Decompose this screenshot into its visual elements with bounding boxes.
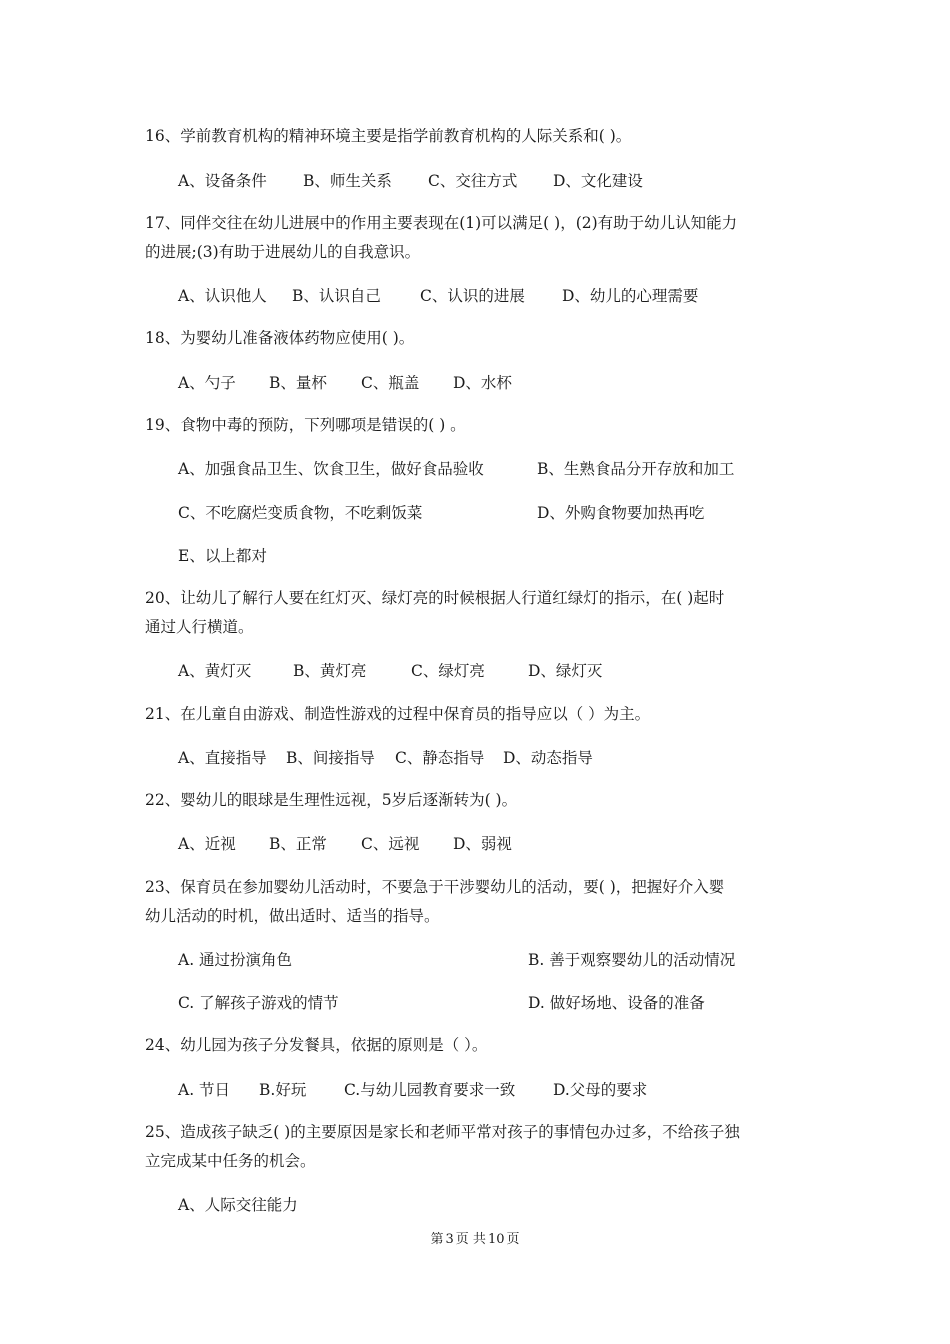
footer-total-pages: 10: [487, 1232, 505, 1247]
q22-option-a: A、近视: [178, 835, 236, 853]
q25-option-a: A、人际交往能力: [178, 1196, 298, 1214]
q21-option-d: D、动态指导: [503, 749, 593, 767]
q23-option-b: B. 善于观察婴幼儿的活动情况: [528, 951, 736, 969]
question-20-stem-line2: 通过人行横道。: [145, 618, 254, 636]
question-19-stem: 19、食物中毒的预防，下列哪项是错误的( ) 。: [145, 416, 466, 434]
q17-option-b: B、认识自己: [292, 287, 381, 305]
q18-option-b: B、量杯: [269, 374, 327, 392]
q18-option-d: D、水杯: [453, 374, 512, 392]
q18-option-a: A、勺子: [178, 374, 236, 392]
q19-option-e: E、以上都对: [178, 547, 267, 565]
q21-option-b: B、间接指导: [286, 749, 375, 767]
question-17-stem-line2: 的进展;(3)有助于进展幼儿的自我意识。: [145, 243, 421, 261]
q20-option-c: C、绿灯亮: [411, 662, 485, 680]
question-22-stem: 22、婴幼儿的眼球是生理性远视，5岁后逐渐转为( )。: [145, 791, 518, 809]
question-20-stem-line1: 20、让幼儿了解行人要在红灯灭、绿灯亮的时候根据人行道红绿灯的指示，在( )起时: [145, 589, 725, 607]
q23-option-d: D. 做好场地、设备的准备: [528, 994, 705, 1012]
q16-option-a: A、设备条件: [178, 172, 267, 190]
question-16-stem: 16、学前教育机构的精神环境主要是指学前教育机构的人际关系和( )。: [145, 127, 632, 145]
q20-option-d: D、绿灯灭: [528, 662, 603, 680]
q24-option-d: D.父母的要求: [553, 1081, 648, 1099]
footer-suffix: 页: [506, 1232, 520, 1247]
q20-option-a: A、黄灯灭: [178, 662, 252, 680]
q17-option-a: A、认识他人: [178, 287, 267, 305]
footer-current-page: 3: [445, 1232, 454, 1247]
question-24-stem: 24、幼儿园为孩子分发餐具，依据的原则是（ ）。: [145, 1036, 488, 1054]
q18-option-c: C、瓶盖: [361, 374, 420, 392]
footer-middle: 页 共: [455, 1232, 486, 1247]
question-25-stem-line1: 25、造成孩子缺乏( )的主要原因是家长和老师平常对孩子的事情包办过多，不给孩子独: [145, 1123, 740, 1141]
q19-option-c: C、不吃腐烂变质食物，不吃剩饭菜: [178, 504, 423, 522]
q16-option-b: B、师生关系: [303, 172, 392, 190]
q24-option-b: B.好玩: [259, 1081, 307, 1099]
q23-option-a: A. 通过扮演角色: [178, 951, 293, 969]
question-25-stem-line2: 立完成某中任务的机会。: [145, 1152, 316, 1170]
question-18-stem: 18、为婴幼儿准备液体药物应使用( )。: [145, 329, 415, 347]
q16-option-d: D、文化建设: [553, 172, 643, 190]
q17-option-d: D、幼儿的心理需要: [562, 287, 699, 305]
question-21-stem: 21、在儿童自由游戏、制造性游戏的过程中保育员的指导应以（ ）为主。: [145, 705, 651, 723]
question-23-stem-line2: 幼儿活动的时机，做出适时、适当的指导。: [145, 907, 440, 925]
q24-option-c: C.与幼儿园教育要求一致: [344, 1081, 516, 1099]
page-footer: [0, 1228, 950, 1247]
q22-option-b: B、正常: [269, 835, 327, 853]
q19-option-a: A、加强食品卫生、饮食卫生，做好食品验收: [178, 460, 484, 478]
footer-prefix: 第: [430, 1232, 444, 1247]
q19-option-d: D、外购食物要加热再吃: [537, 504, 705, 522]
question-23-stem-line1: 23、保育员在参加婴幼儿活动时，不要急于干涉婴幼儿的活动，要( )，把握好介入婴: [145, 878, 725, 896]
q23-option-c: C. 了解孩子游戏的情节: [178, 994, 339, 1012]
q22-option-d: D、弱视: [453, 835, 512, 853]
q24-option-a: A. 节日: [178, 1081, 231, 1099]
question-17-stem-line1: 17、同伴交往在幼儿进展中的作用主要表现在(1)可以满足( )，(2)有助于幼儿认知能力: [145, 214, 738, 232]
q22-option-c: C、远视: [361, 835, 420, 853]
q16-option-c: C、交往方式: [428, 172, 518, 190]
q21-option-a: A、直接指导: [178, 749, 267, 767]
q19-option-b: B、生熟食品分开存放和加工: [537, 460, 735, 478]
q17-option-c: C、认识的进展: [420, 287, 525, 305]
q20-option-b: B、黄灯亮: [293, 662, 367, 680]
q21-option-c: C、静态指导: [395, 749, 485, 767]
